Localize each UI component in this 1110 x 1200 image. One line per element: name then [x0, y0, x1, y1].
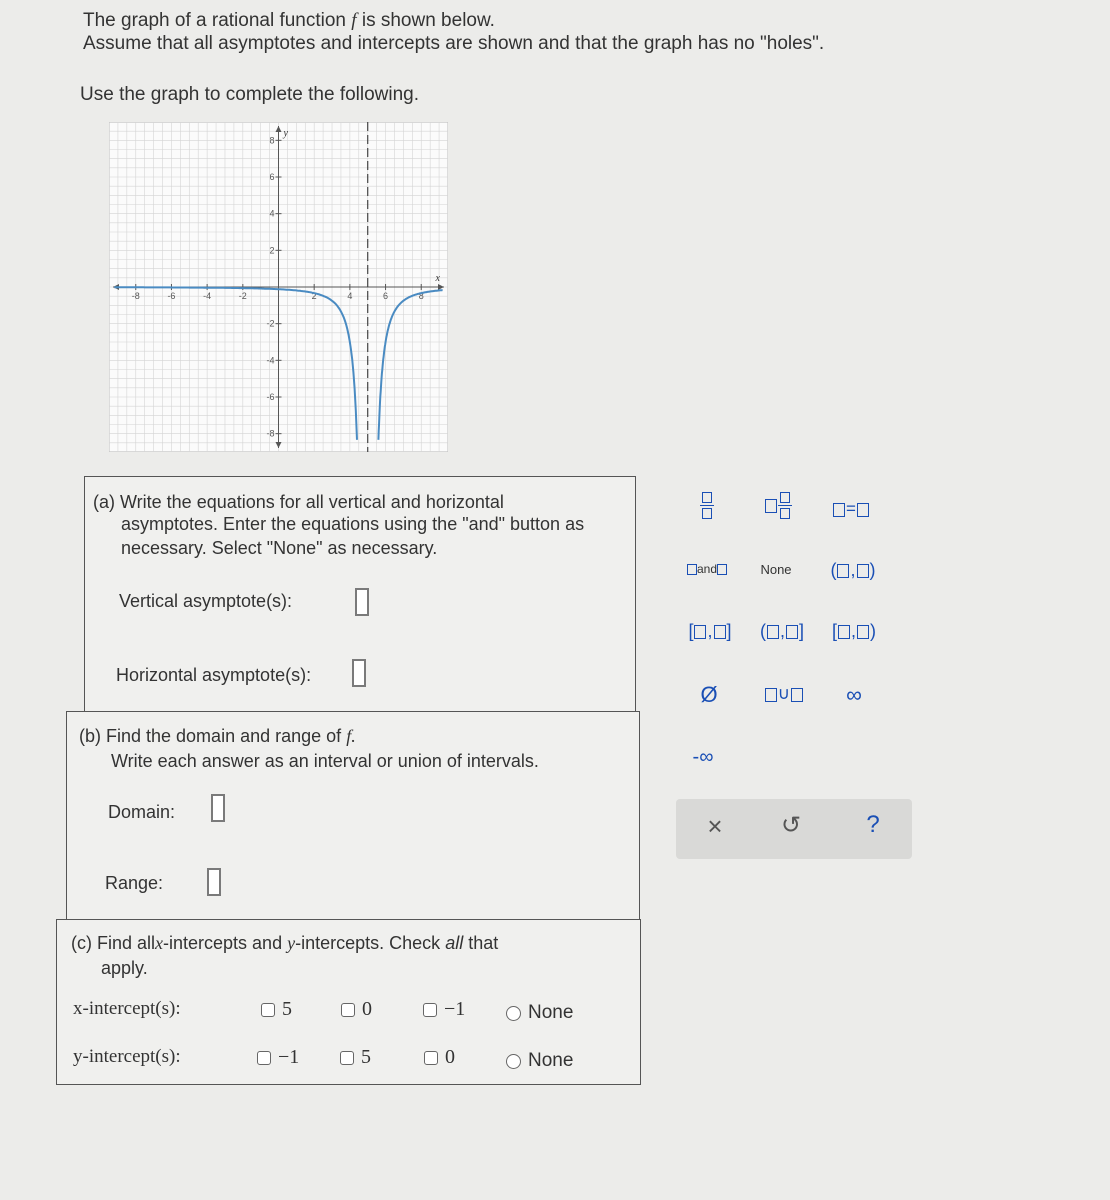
none-key[interactable]: None: [760, 562, 792, 577]
negative-infinity-key[interactable]: -∞: [692, 746, 714, 768]
x-axis-label: x: [435, 273, 440, 284]
checkbox[interactable]: [424, 1051, 438, 1065]
checkbox[interactable]: [423, 1003, 437, 1017]
part-a-line-3: necessary. Select "None" as necessary.: [121, 538, 438, 558]
y-tick-label: -6: [266, 392, 275, 402]
domain-label: Domain:: [108, 802, 176, 822]
part-c-line-2: apply.: [101, 958, 148, 978]
x-tick-label: -8: [131, 291, 140, 301]
radio-button[interactable]: [506, 1006, 521, 1021]
x-tick-label: 4: [347, 291, 353, 301]
x-tick-label: -6: [167, 291, 176, 301]
part-b-line-1: (b) Find the domain and range of f.: [79, 726, 356, 746]
right-open-interval-key[interactable]: [ , ): [831, 621, 877, 641]
help-key[interactable]: ?: [866, 811, 880, 838]
left-open-interval-key[interactable]: ( , ]: [759, 621, 805, 641]
rational-function-graph: [109, 122, 448, 452]
part-c-line-1: (c) Find allx-intercepts and y-intercepts. Check all that: [71, 933, 499, 953]
undo-key[interactable]: ↺: [780, 812, 802, 839]
y-tick-label: -2: [266, 318, 275, 329]
open-interval-key[interactable]: ( , ): [830, 560, 876, 580]
instruction-line-2: Assume that all asymptotes and intercepts are shown and that the graph has no "holes".: [83, 33, 825, 54]
x-intercept-option-0[interactable]: 0: [341, 998, 372, 1021]
x-intercept-label: x-intercept(s):: [73, 998, 181, 1019]
x-intercept-option-5[interactable]: 5: [261, 998, 292, 1021]
infinity-key[interactable]: ∞: [846, 682, 862, 707]
mixed-number-key[interactable]: [753, 492, 803, 519]
checkbox[interactable]: [340, 1051, 354, 1065]
horizontal-asymptote-label: Horizontal asymptote(s):: [116, 665, 312, 685]
part-a-line-1: (a) Write the equations for all vertical and horizontal: [93, 492, 504, 512]
vertical-asymptote-label: Vertical asymptote(s):: [119, 591, 293, 611]
x-intercept-option-none[interactable]: None: [506, 1002, 573, 1024]
y-intercept-label: y-intercept(s):: [73, 1046, 181, 1067]
domain-input[interactable]: [211, 794, 225, 822]
y-tick-label: -4: [266, 355, 275, 366]
range-input[interactable]: [207, 868, 221, 896]
equals-key[interactable]: =: [823, 499, 879, 519]
union-key[interactable]: ∪: [759, 684, 809, 704]
checkbox[interactable]: [261, 1003, 275, 1017]
y-tick-label: 6: [269, 172, 275, 182]
x-intercept-option-neg1[interactable]: −1: [423, 998, 465, 1021]
y-tick-label: 4: [269, 208, 275, 219]
x-tick-label: -4: [203, 291, 212, 301]
part-c-section: [56, 919, 641, 1085]
x-tick-label: 8: [418, 291, 424, 301]
part-b-section: [66, 711, 640, 922]
part-a-section: [84, 476, 636, 714]
clear-key[interactable]: ×: [707, 811, 723, 841]
horizontal-asymptote-input[interactable]: [352, 659, 366, 687]
y-tick-label: -8: [266, 428, 275, 439]
y-tick-label: 8: [269, 135, 275, 146]
y-tick-label: 2: [269, 245, 275, 256]
part-b-line-2: Write each answer as an interval or union of intervals.: [111, 751, 539, 771]
math-keypad: [673, 476, 913, 860]
fraction-key[interactable]: [695, 492, 719, 519]
range-label: Range:: [105, 873, 164, 893]
y-intercept-option-5[interactable]: 5: [340, 1046, 371, 1069]
checkbox[interactable]: [257, 1051, 271, 1065]
y-intercept-option-0[interactable]: 0: [424, 1046, 455, 1069]
y-intercept-option-neg1[interactable]: −1: [257, 1046, 299, 1069]
part-a-line-2: asymptotes. Enter the equations using the "and" button as: [121, 514, 585, 534]
instruction-line-1: The graph of a rational function f is shown below.: [83, 10, 495, 31]
x-tick-label: -2: [238, 291, 247, 301]
closed-interval-key[interactable]: [ , ]: [688, 621, 732, 641]
y-axis-label: y: [283, 128, 288, 139]
empty-set-key[interactable]: Ø: [700, 682, 718, 707]
keypad-action-bar: [676, 799, 912, 859]
vertical-asymptote-input[interactable]: [355, 588, 369, 616]
y-intercept-option-none[interactable]: None: [506, 1050, 573, 1072]
x-tick-label: 2: [311, 291, 317, 301]
and-key[interactable]: and: [681, 562, 733, 576]
instruction-line-3: Use the graph to complete the following.: [80, 84, 420, 105]
x-tick-label: 6: [383, 291, 389, 301]
radio-button[interactable]: [506, 1054, 521, 1069]
checkbox[interactable]: [341, 1003, 355, 1017]
